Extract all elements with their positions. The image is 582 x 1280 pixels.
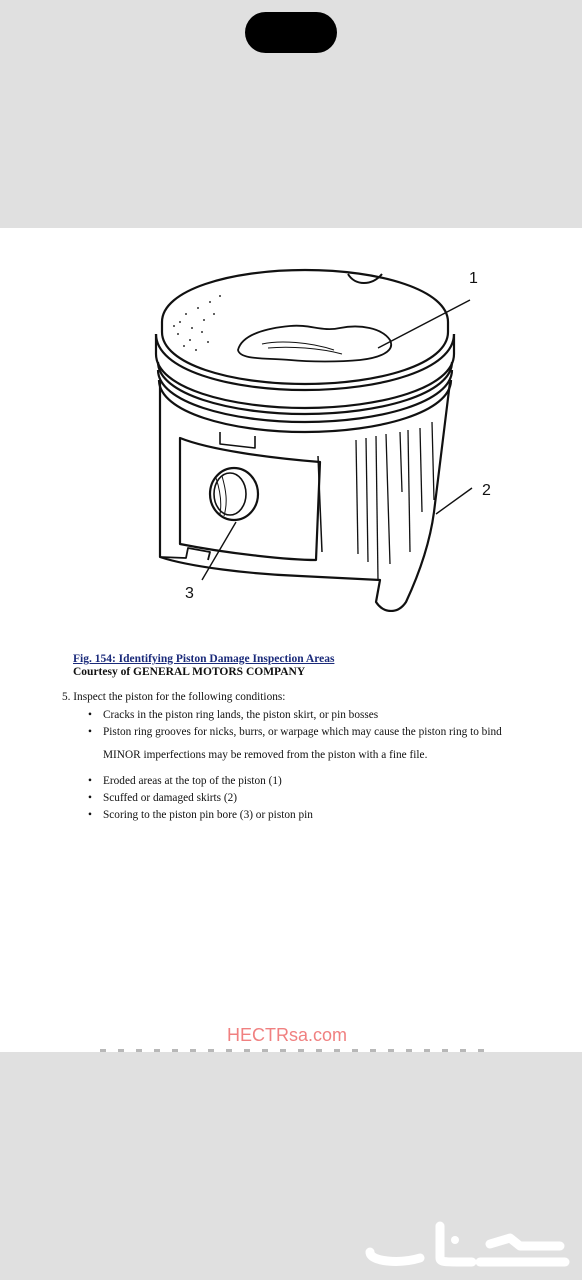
callout-1: 1 bbox=[469, 270, 478, 287]
condition-list-continued bbox=[88, 773, 313, 824]
bullet-icon: • bbox=[88, 775, 92, 787]
figure-credit: Courtesy of GENERAL MOTORS COMPANY bbox=[73, 666, 306, 678]
list-item: • Piston ring grooves for nicks, burrs, or warpage which may cause the piston ring to bind bbox=[88, 724, 502, 741]
watermark-text: HECTRsa.com bbox=[227, 1025, 348, 1045]
callout-3: 3 bbox=[185, 585, 194, 602]
document-page bbox=[0, 228, 582, 1052]
piston-drawing-icon bbox=[150, 262, 500, 612]
procedure-note: MINOR imperfections may be removed from the piston with a fine file. bbox=[103, 749, 428, 761]
list-item: • Eroded areas at the top of the piston (1) bbox=[88, 773, 313, 790]
bullet-icon: • bbox=[88, 792, 92, 804]
list-item: • Cracks in the piston ring lands, the piston skirt, or pin bosses bbox=[88, 707, 502, 724]
bullet-icon: • bbox=[88, 726, 92, 738]
bullet-icon: • bbox=[88, 709, 92, 721]
callout-2: 2 bbox=[482, 482, 491, 499]
list-item: • Scoring to the piston pin bore (3) or piston pin bbox=[88, 807, 313, 824]
bullet-icon: • bbox=[88, 809, 92, 821]
camera-notch bbox=[245, 12, 337, 53]
figure-caption-link[interactable]: Fig. 154: Identifying Piston Damage Inspection Areas bbox=[73, 653, 335, 665]
list-item: • Scuffed or damaged skirts (2) bbox=[88, 790, 313, 807]
haraj-logo-icon bbox=[360, 1218, 575, 1270]
procedure-step: 5. Inspect the piston for the following conditions: bbox=[62, 691, 286, 703]
piston-illustration bbox=[150, 262, 500, 612]
page-cut-line bbox=[100, 1049, 490, 1052]
condition-list bbox=[88, 707, 502, 741]
